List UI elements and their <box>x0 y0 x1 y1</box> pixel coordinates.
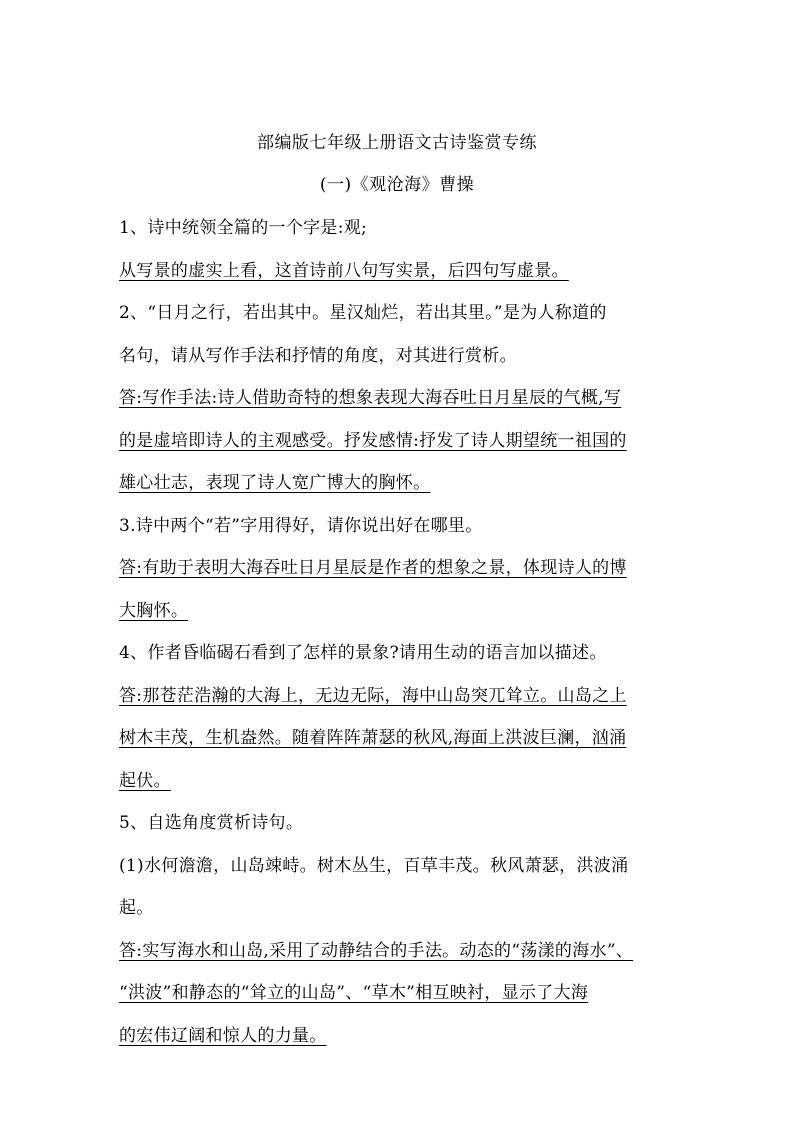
question-line: 名句，请从写作手法和抒情的角度，对其进行赏析。 <box>119 345 517 366</box>
question-line: (1)水何澹澹，山岛竦峙。树木丛生，百草丰茂。秋风萧瑟，洪波涌 <box>119 855 629 876</box>
question-line: 5、自选角度赏析诗句。 <box>119 813 304 833</box>
answer-line: 答:那苍茫浩瀚的大海上，无边无际，海中山岛突兀耸立。山岛之上 <box>119 685 627 706</box>
document-title: 部编版七年级上册语文古诗鉴赏专练 <box>257 133 537 153</box>
answer-line: 从写景的虚实上看，这首诗前八句写实景，后四句写虚景。 <box>119 260 569 281</box>
answer-line: 的是虚培即诗人的主观感受。抒发感情:抒发了诗人期望统一祖国的 <box>119 430 627 451</box>
answer-line: 答:实写海水和山岛,采用了动静结合的手法。动态的“荡漾的海水”、 <box>119 940 634 961</box>
question-line: 1、诗中统领全篇的一个字是:观; <box>119 218 368 238</box>
question-line: 2、“日月之行，若出其中。星汉灿烂，若出其里。”是为人称道的 <box>119 303 607 323</box>
question-line: 4、作者昏临碣石看到了怎样的景象?请用生动的语言加以描述。 <box>119 643 607 663</box>
question-line: 3.诗中两个“若”字用得好，请你说出好在哪里。 <box>119 515 483 536</box>
answer-line: 雄心壮志，表现了诗人宽广博大的胸怀。 <box>119 473 431 493</box>
answer-line: 的宏伟辽阔和惊人的力量。 <box>119 1025 327 1046</box>
question-line: 起。 <box>119 898 154 918</box>
answer-line: “洪波”和静态的“耸立的山岛”、“草木”相互映衬，显示了大海 <box>119 983 589 1003</box>
answer-line: 答:有助于表明大海吞吐日月星辰是作者的想象之景，体现诗人的博 <box>119 558 627 578</box>
answer-line: 起伏。 <box>119 770 171 791</box>
answer-line: 大胸怀。 <box>119 600 189 621</box>
answer-line: 树木丰茂，生机盎然。随着阵阵萧瑟的秋风,海面上洪波巨澜，汹涌 <box>119 728 627 748</box>
answer-line: 答:写作手法:诗人借助奇特的想象表现大海吞吐日月星辰的气概,写 <box>119 388 622 408</box>
document-subtitle: (一)《观沧海》曹操 <box>319 175 475 195</box>
